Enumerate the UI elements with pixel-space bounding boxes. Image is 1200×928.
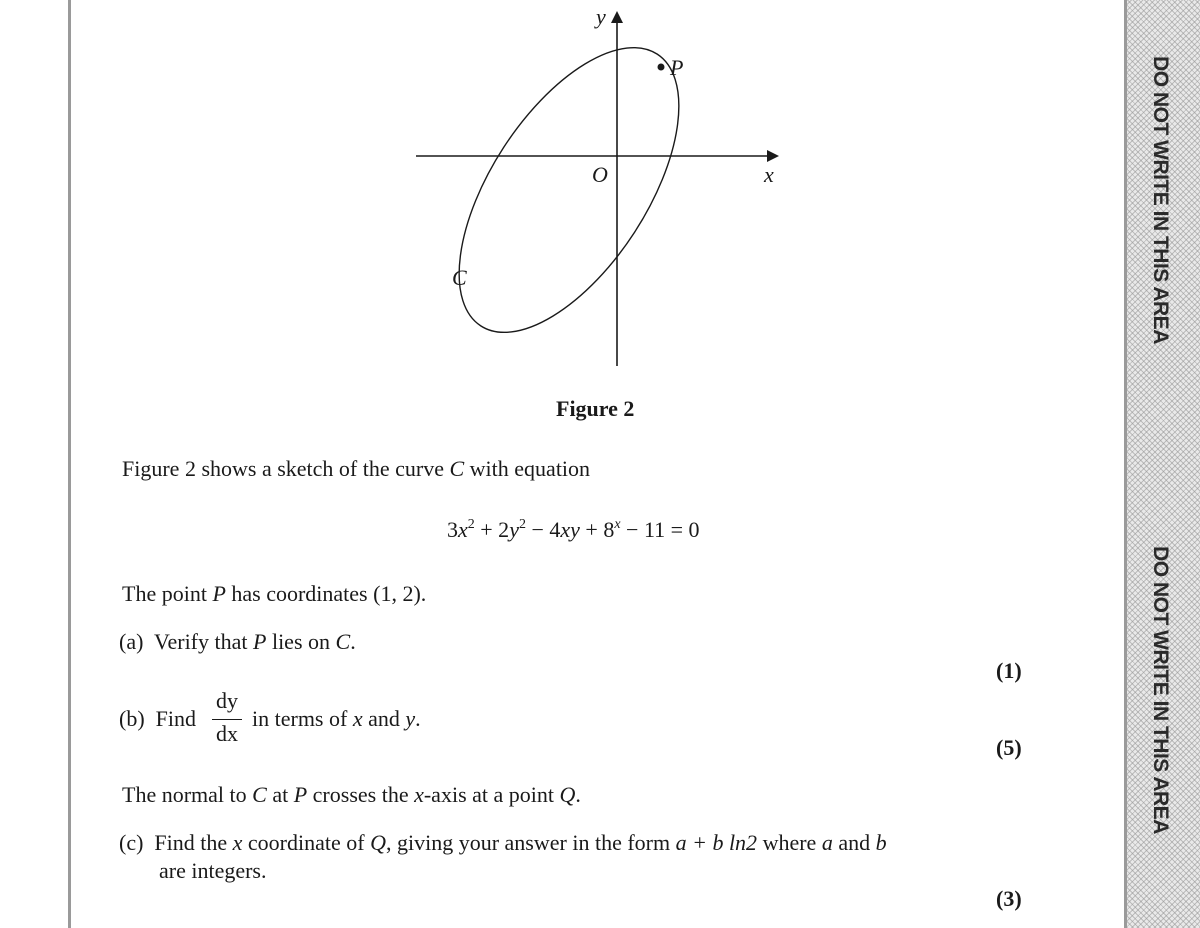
derivative-fraction: dy dx — [212, 690, 242, 745]
figure-2-sketch — [0, 0, 1200, 400]
part-a-marks: (1) — [996, 658, 1022, 683]
part-c-question-line2: are integers. — [159, 858, 267, 883]
curve-c-label: C — [452, 265, 467, 290]
do-not-write-label-bottom: DO NOT WRITE IN THIS AREA — [1149, 546, 1172, 834]
intro-text: Figure 2 shows a sketch of the curve C with equation — [122, 456, 591, 481]
part-b-question: in terms of x and y. — [252, 706, 421, 731]
part-c-question: (c) Find the x coordinate of Q, giving your answer in the form a + b ln2 where a and b — [119, 830, 887, 855]
x-axis-label: x — [764, 162, 774, 187]
point-p-marker — [658, 64, 665, 71]
do-not-write-label-top: DO NOT WRITE IN THIS AREA — [1149, 56, 1172, 344]
point-statement: The point P has coordinates (1, 2). — [122, 581, 427, 606]
point-p-label: P — [670, 55, 684, 80]
part-c-marks: (3) — [996, 886, 1022, 911]
part-b-marks: (5) — [996, 735, 1022, 760]
figure-caption: Figure 2 — [556, 396, 635, 421]
normal-statement: The normal to C at P crosses the x-axis at a point Q. — [122, 782, 581, 807]
y-axis-label: y — [596, 4, 606, 29]
curve-equation: $3x^2 + 2y^2 - 4xy + 8^x - 11 = 0$ — [447, 517, 700, 542]
part-a-question: (a) Verify that P lies on C. — [119, 629, 356, 654]
part-b-find: (b) Find — [119, 706, 197, 731]
y-axis-arrowhead — [611, 11, 623, 23]
origin-label: O — [592, 162, 608, 187]
x-axis-arrowhead — [767, 150, 779, 162]
